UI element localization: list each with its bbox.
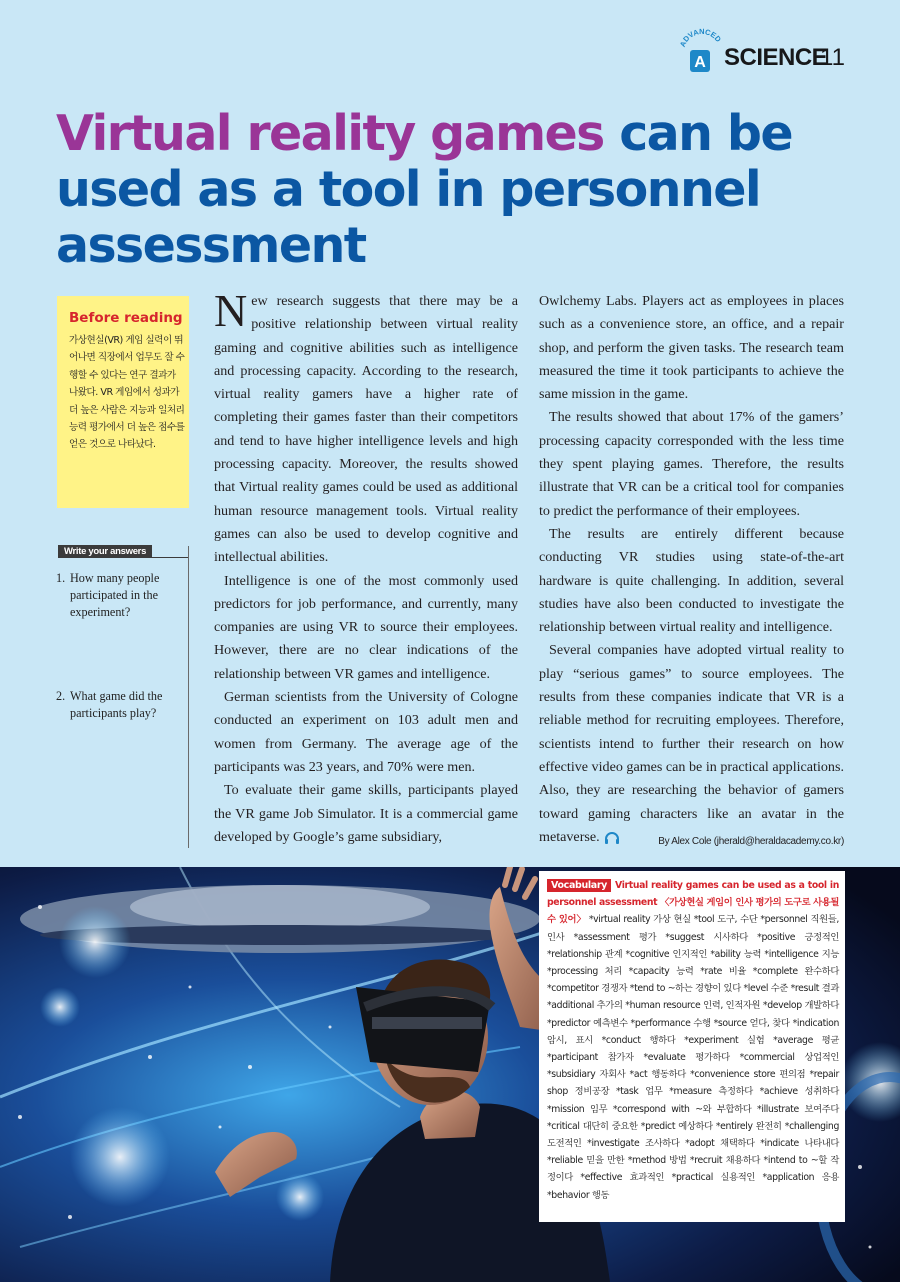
- headline-highlight: Virtual reality games: [56, 105, 604, 162]
- write-your-answers-label: Write your answers: [58, 545, 152, 558]
- article-column-1: [214, 285, 518, 849]
- article-paragraph: The results are entirely different because conducting VR studies using state-of-the-art hardware is quite challenging. In addition, several studies have also been conducted to investigate the relationship between virtual reality and intelligence.: [539, 525, 844, 636]
- vocabulary-box: [539, 871, 845, 1222]
- question-text: What game did the participants play?: [70, 689, 163, 720]
- page-number: 11: [820, 44, 845, 71]
- vocabulary-tag: Vocabulary: [547, 879, 611, 892]
- sidebar-divider: [188, 546, 189, 848]
- article-paragraph: New research suggests that there may be a positive relationship between virtual reality gaming and cognitive abilities such as intelligence and processing capacity. According to the research, virtual reality gamers have a higher rate of completing their games faster than their competitors and tend to have higher intelligence levels and high processing capacity. Moreover, the results showed that Virtual reality games could be used as additional human resource management tools. Virtual reality games can also be used to develop cognitive and intellectual abilities.: [214, 285, 518, 566]
- article-paragraph: Intelligence is one of the most commonly used predictors for job performance, and currently, many companies are using VR to source their employees. However, there are no clear indications of the relationship between VR games and intelligence.: [214, 572, 518, 682]
- before-reading-box: [57, 296, 189, 508]
- before-reading-title: Before reading: [69, 310, 183, 326]
- question-number: 2.: [56, 689, 66, 703]
- article-column-2: [539, 290, 844, 853]
- before-reading-body: 가상현실(VR) 게임 실력이 뛰어나면 직장에서 업무도 잘 수행할 수 있다는 연구 결과가 나왔다. VR 게임에서 성과가 더 높은 사람은 지능과 일처리 능력 평가에서 더 높은 점수를 얻은 것으로 나타났다.: [69, 335, 185, 451]
- article-paragraph: The results showed that about 17% of the gamers’ processing capacity corresponded with the less time they spent playing games. Therefore, the results illustrate that VR can be a critical tool for companies to predict the performance of their employees.: [539, 409, 844, 519]
- vocabulary-title: Virtual reality games can be used as a tool in personnel assessment 〈가상현실 게임이 인사 평가의 도구로 사용될 수 있어〉: [547, 880, 839, 926]
- headline: [56, 106, 856, 274]
- article-paragraph: German scientists from the University of Cologne conducted an experiment on 103 adult men and women from Germany. The average age of the participants was 23 years, and 70% were men.: [214, 689, 518, 775]
- vocabulary-text: [547, 877, 839, 1204]
- vocabulary-body: *virtual reality 가상 현실 *tool 도구, 수단 *personnel 직원들, 인사 *assessment 평가 *suggest 시사하다 *positive 긍정적인 *relationship 관계 *cognitive 인지적인 *ability 능력 *intelligence 지능 *processing 처리 *capacity 능력 *rate 비율 *complete 완수하다 *competitor 경쟁자 *tend to ~하는 경향이 있다 *level 수준 *result 결과 *additional 추가의 *human resource 인력, 인적자원 *develop 개발하다 *predictor 예측변수 *performance 수행 *source 얻다, 찾다 *indication 암시, 표시 *conduct 행하다 *experiment 실험 *average 평균 *participant 참가자 *evaluate 평가하다 *commercial 상업적인 *subsidiary 자회사 *act 행동하다 *convenience store 편의점 *repair shop 정비공장 *task 업무 *measure 측정하다 *achieve 성취하다 *mission 임무 *correspond with ~와 부합하다 *illustrate 보여주다 *critical 대단히 중요한 *predict 예상하다 *entirely 완전히 *challenging 도전적인 *investigate 조사하다 *adopt 채택하다 *indicate 나타내다 *reliable 믿을 만한 *method 방법 *recruit 채용하다 *intend to ~할 작정이다 *effective 효과적인 *practical 실용적인 *application 응용 *behavior 행동: [547, 914, 840, 1201]
- svg-text:ADVANCED: ADVANCED: [678, 28, 723, 49]
- question-number: 1.: [56, 571, 66, 585]
- headphones-icon[interactable]: [604, 831, 620, 845]
- question-1: [56, 570, 184, 621]
- headline-rest: can be used as a tool in personnel assessment: [56, 105, 792, 274]
- question-2: [56, 688, 184, 722]
- drop-cap: N: [214, 285, 248, 336]
- questions-rule: [58, 557, 188, 558]
- article-paragraph: Owlchemy Labs. Players act as employees in places such as a convenience store, an office, and a repair shop, and perform the given tasks. The research team measured the time it took participants to achieve the same mission in the game.: [539, 293, 844, 403]
- article-paragraph: Several companies have adopted virtual reality to play “serious games” to source employees. The results from these companies indicate that VR is a reliable method for recruiting employees. Therefore, scientists intend to further their research on how effective video games can be in practical applications. Also, they are researching the behavior of gamers toward gaming characters like an avatar in the metaverse. By Alex Cole (jherald@heraldacademy.co.kr): [539, 639, 844, 849]
- question-text: How many people participated in the experiment?: [70, 571, 160, 619]
- svg-text:A: A: [694, 54, 706, 71]
- section-name: SCIENCE: [724, 44, 828, 71]
- article-paragraph: To evaluate their game skills, participants played the VR game Job Simulator. It is a commercial game developed by Google’s game subsidiary,: [214, 782, 518, 845]
- advanced-badge-icon: [678, 28, 726, 76]
- byline: By Alex Cole (jherald@heraldacademy.co.kr): [658, 835, 844, 847]
